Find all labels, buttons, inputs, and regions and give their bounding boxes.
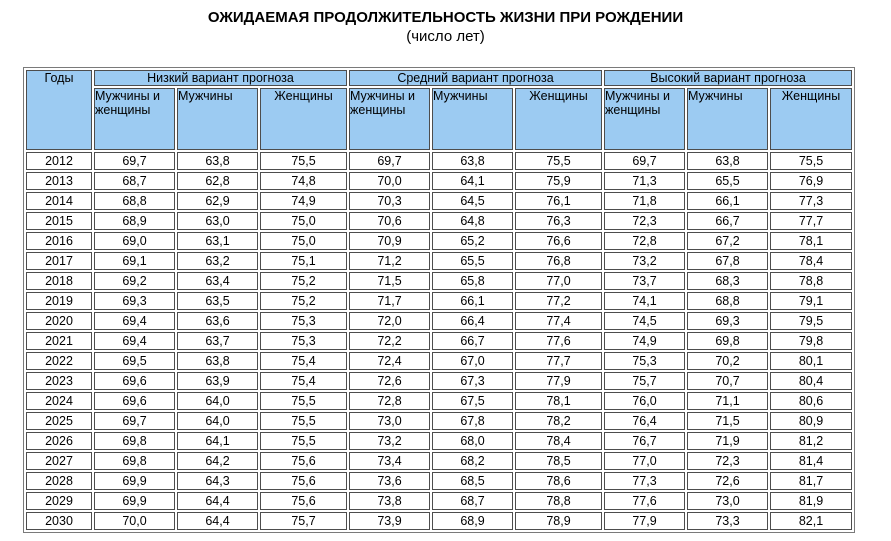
low-men-cell: 63,8 bbox=[177, 352, 258, 370]
table-body bbox=[26, 152, 852, 530]
low-women-cell: 75,3 bbox=[260, 332, 347, 350]
subheader-men: Мужчины bbox=[177, 88, 258, 150]
low-men-cell: 63,1 bbox=[177, 232, 258, 250]
low-both-cell: 68,9 bbox=[94, 212, 175, 230]
low-both-cell: 69,2 bbox=[94, 272, 175, 290]
medium-men-cell: 67,5 bbox=[432, 392, 513, 410]
high-women-cell: 78,8 bbox=[770, 272, 852, 290]
medium-men-cell: 65,5 bbox=[432, 252, 513, 270]
low-men-cell: 63,8 bbox=[177, 152, 258, 170]
high-both-cell: 77,9 bbox=[604, 512, 685, 530]
medium-both-cell: 71,2 bbox=[349, 252, 430, 270]
high-both-cell: 69,7 bbox=[604, 152, 685, 170]
high-men-cell: 67,8 bbox=[687, 252, 768, 270]
high-both-cell: 74,1 bbox=[604, 292, 685, 310]
medium-both-cell: 71,5 bbox=[349, 272, 430, 290]
high-men-cell: 65,5 bbox=[687, 172, 768, 190]
medium-women-cell: 75,9 bbox=[515, 172, 602, 190]
medium-men-cell: 64,1 bbox=[432, 172, 513, 190]
low-men-cell: 64,2 bbox=[177, 452, 258, 470]
low-women-cell: 75,7 bbox=[260, 512, 347, 530]
high-women-cell: 80,9 bbox=[770, 412, 852, 430]
low-both-cell: 69,8 bbox=[94, 432, 175, 450]
year-cell: 2012 bbox=[26, 152, 92, 170]
medium-both-cell: 69,7 bbox=[349, 152, 430, 170]
low-both-cell: 69,6 bbox=[94, 372, 175, 390]
high-men-cell: 71,9 bbox=[687, 432, 768, 450]
table-row bbox=[26, 512, 852, 530]
high-men-cell: 68,8 bbox=[687, 292, 768, 310]
low-men-cell: 64,4 bbox=[177, 512, 258, 530]
high-both-cell: 73,2 bbox=[604, 252, 685, 270]
medium-women-cell: 77,6 bbox=[515, 332, 602, 350]
high-both-cell: 71,3 bbox=[604, 172, 685, 190]
high-women-cell: 75,5 bbox=[770, 152, 852, 170]
group-header-low: Низкий вариант прогноза bbox=[94, 70, 347, 86]
subheader-men: Мужчины bbox=[687, 88, 768, 150]
low-men-cell: 64,1 bbox=[177, 432, 258, 450]
group-header-medium: Средний вариант прогноза bbox=[349, 70, 602, 86]
high-women-cell: 76,9 bbox=[770, 172, 852, 190]
low-both-cell: 69,7 bbox=[94, 152, 175, 170]
year-cell: 2016 bbox=[26, 232, 92, 250]
low-men-cell: 64,3 bbox=[177, 472, 258, 490]
high-women-cell: 79,1 bbox=[770, 292, 852, 310]
table-row bbox=[26, 472, 852, 490]
low-both-cell: 69,3 bbox=[94, 292, 175, 310]
low-women-cell: 75,5 bbox=[260, 152, 347, 170]
subheader-both-sexes: Мужчины и женщины bbox=[349, 88, 430, 150]
low-men-cell: 63,5 bbox=[177, 292, 258, 310]
low-women-cell: 75,0 bbox=[260, 212, 347, 230]
low-women-cell: 75,5 bbox=[260, 412, 347, 430]
table-row bbox=[26, 232, 852, 250]
high-both-cell: 74,5 bbox=[604, 312, 685, 330]
low-both-cell: 69,0 bbox=[94, 232, 175, 250]
group-header-high: Высокий вариант прогноза bbox=[604, 70, 852, 86]
year-cell: 2019 bbox=[26, 292, 92, 310]
low-women-cell: 74,9 bbox=[260, 192, 347, 210]
low-women-cell: 75,1 bbox=[260, 252, 347, 270]
medium-both-cell: 70,3 bbox=[349, 192, 430, 210]
high-women-cell: 78,4 bbox=[770, 252, 852, 270]
medium-both-cell: 73,9 bbox=[349, 512, 430, 530]
high-women-cell: 80,4 bbox=[770, 372, 852, 390]
medium-women-cell: 75,5 bbox=[515, 152, 602, 170]
subheader-both-sexes: Мужчины и женщины bbox=[604, 88, 685, 150]
high-men-cell: 66,7 bbox=[687, 212, 768, 230]
medium-both-cell: 73,2 bbox=[349, 432, 430, 450]
high-both-cell: 75,7 bbox=[604, 372, 685, 390]
year-cell: 2018 bbox=[26, 272, 92, 290]
low-both-cell: 70,0 bbox=[94, 512, 175, 530]
low-both-cell: 69,4 bbox=[94, 312, 175, 330]
table-row bbox=[26, 392, 852, 410]
year-cell: 2013 bbox=[26, 172, 92, 190]
table-row bbox=[26, 332, 852, 350]
high-both-cell: 77,3 bbox=[604, 472, 685, 490]
year-cell: 2023 bbox=[26, 372, 92, 390]
medium-women-cell: 77,7 bbox=[515, 352, 602, 370]
low-women-cell: 75,4 bbox=[260, 372, 347, 390]
high-women-cell: 77,3 bbox=[770, 192, 852, 210]
year-cell: 2020 bbox=[26, 312, 92, 330]
page-subtitle: (число лет) bbox=[406, 28, 485, 45]
medium-men-cell: 63,8 bbox=[432, 152, 513, 170]
low-both-cell: 68,8 bbox=[94, 192, 175, 210]
high-men-cell: 68,3 bbox=[687, 272, 768, 290]
low-women-cell: 75,2 bbox=[260, 272, 347, 290]
low-women-cell: 75,3 bbox=[260, 312, 347, 330]
high-men-cell: 73,3 bbox=[687, 512, 768, 530]
life-expectancy-table bbox=[23, 67, 855, 533]
medium-men-cell: 68,7 bbox=[432, 492, 513, 510]
high-men-cell: 73,0 bbox=[687, 492, 768, 510]
high-both-cell: 76,0 bbox=[604, 392, 685, 410]
year-cell: 2030 bbox=[26, 512, 92, 530]
low-both-cell: 68,7 bbox=[94, 172, 175, 190]
medium-both-cell: 73,6 bbox=[349, 472, 430, 490]
low-men-cell: 63,0 bbox=[177, 212, 258, 230]
table-row bbox=[26, 352, 852, 370]
subheader-women: Женщины bbox=[770, 88, 852, 150]
low-men-cell: 64,4 bbox=[177, 492, 258, 510]
high-men-cell: 72,3 bbox=[687, 452, 768, 470]
table-row bbox=[26, 212, 852, 230]
low-women-cell: 74,8 bbox=[260, 172, 347, 190]
year-cell: 2024 bbox=[26, 392, 92, 410]
year-column-header: Годы bbox=[26, 70, 92, 150]
medium-women-cell: 78,2 bbox=[515, 412, 602, 430]
high-men-cell: 69,8 bbox=[687, 332, 768, 350]
high-men-cell: 63,8 bbox=[687, 152, 768, 170]
medium-men-cell: 66,4 bbox=[432, 312, 513, 330]
year-cell: 2025 bbox=[26, 412, 92, 430]
high-men-cell: 66,1 bbox=[687, 192, 768, 210]
medium-women-cell: 78,8 bbox=[515, 492, 602, 510]
medium-both-cell: 72,8 bbox=[349, 392, 430, 410]
medium-women-cell: 77,0 bbox=[515, 272, 602, 290]
medium-men-cell: 65,8 bbox=[432, 272, 513, 290]
medium-women-cell: 78,5 bbox=[515, 452, 602, 470]
low-women-cell: 75,5 bbox=[260, 432, 347, 450]
high-women-cell: 81,2 bbox=[770, 432, 852, 450]
high-women-cell: 77,7 bbox=[770, 212, 852, 230]
table-row bbox=[26, 412, 852, 430]
high-both-cell: 77,6 bbox=[604, 492, 685, 510]
high-both-cell: 75,3 bbox=[604, 352, 685, 370]
year-cell: 2017 bbox=[26, 252, 92, 270]
high-men-cell: 67,2 bbox=[687, 232, 768, 250]
medium-men-cell: 64,8 bbox=[432, 212, 513, 230]
medium-men-cell: 68,5 bbox=[432, 472, 513, 490]
medium-both-cell: 70,0 bbox=[349, 172, 430, 190]
high-men-cell: 72,6 bbox=[687, 472, 768, 490]
medium-men-cell: 68,2 bbox=[432, 452, 513, 470]
table-row bbox=[26, 372, 852, 390]
high-both-cell: 72,3 bbox=[604, 212, 685, 230]
medium-men-cell: 68,0 bbox=[432, 432, 513, 450]
medium-women-cell: 78,4 bbox=[515, 432, 602, 450]
year-cell: 2026 bbox=[26, 432, 92, 450]
year-cell: 2028 bbox=[26, 472, 92, 490]
year-cell: 2027 bbox=[26, 452, 92, 470]
medium-women-cell: 78,9 bbox=[515, 512, 602, 530]
low-both-cell: 69,4 bbox=[94, 332, 175, 350]
medium-both-cell: 73,8 bbox=[349, 492, 430, 510]
page-title: ОЖИДАЕМАЯ ПРОДОЛЖИТЕЛЬНОСТЬ ЖИЗНИ ПРИ РОЖДЕНИИ bbox=[207, 9, 684, 26]
high-both-cell: 76,7 bbox=[604, 432, 685, 450]
high-both-cell: 71,8 bbox=[604, 192, 685, 210]
medium-both-cell: 72,2 bbox=[349, 332, 430, 350]
year-cell: 2029 bbox=[26, 492, 92, 510]
high-women-cell: 81,9 bbox=[770, 492, 852, 510]
low-men-cell: 64,0 bbox=[177, 392, 258, 410]
low-men-cell: 62,9 bbox=[177, 192, 258, 210]
medium-both-cell: 70,6 bbox=[349, 212, 430, 230]
low-men-cell: 63,7 bbox=[177, 332, 258, 350]
high-women-cell: 79,8 bbox=[770, 332, 852, 350]
high-both-cell: 72,8 bbox=[604, 232, 685, 250]
subheader-women: Женщины bbox=[515, 88, 602, 150]
low-men-cell: 63,6 bbox=[177, 312, 258, 330]
low-women-cell: 75,0 bbox=[260, 232, 347, 250]
low-women-cell: 75,2 bbox=[260, 292, 347, 310]
medium-both-cell: 73,0 bbox=[349, 412, 430, 430]
table-row bbox=[26, 432, 852, 450]
medium-women-cell: 76,6 bbox=[515, 232, 602, 250]
medium-men-cell: 66,7 bbox=[432, 332, 513, 350]
subheader-both-sexes: Мужчины и женщины bbox=[94, 88, 175, 150]
medium-men-cell: 67,3 bbox=[432, 372, 513, 390]
year-cell: 2022 bbox=[26, 352, 92, 370]
low-women-cell: 75,6 bbox=[260, 452, 347, 470]
high-men-cell: 71,5 bbox=[687, 412, 768, 430]
medium-both-cell: 72,4 bbox=[349, 352, 430, 370]
medium-women-cell: 76,3 bbox=[515, 212, 602, 230]
low-both-cell: 69,9 bbox=[94, 472, 175, 490]
low-men-cell: 64,0 bbox=[177, 412, 258, 430]
table-row bbox=[26, 272, 852, 290]
low-women-cell: 75,4 bbox=[260, 352, 347, 370]
low-women-cell: 75,6 bbox=[260, 492, 347, 510]
high-women-cell: 79,5 bbox=[770, 312, 852, 330]
medium-women-cell: 78,6 bbox=[515, 472, 602, 490]
high-women-cell: 82,1 bbox=[770, 512, 852, 530]
medium-both-cell: 72,6 bbox=[349, 372, 430, 390]
table-row bbox=[26, 452, 852, 470]
medium-men-cell: 67,8 bbox=[432, 412, 513, 430]
medium-men-cell: 68,9 bbox=[432, 512, 513, 530]
low-women-cell: 75,5 bbox=[260, 392, 347, 410]
medium-women-cell: 76,1 bbox=[515, 192, 602, 210]
low-both-cell: 69,6 bbox=[94, 392, 175, 410]
medium-women-cell: 77,2 bbox=[515, 292, 602, 310]
medium-both-cell: 71,7 bbox=[349, 292, 430, 310]
low-men-cell: 63,2 bbox=[177, 252, 258, 270]
high-both-cell: 74,9 bbox=[604, 332, 685, 350]
high-women-cell: 80,1 bbox=[770, 352, 852, 370]
table-row bbox=[26, 152, 852, 170]
medium-men-cell: 65,2 bbox=[432, 232, 513, 250]
subheader-men: Мужчины bbox=[432, 88, 513, 150]
high-men-cell: 69,3 bbox=[687, 312, 768, 330]
low-men-cell: 62,8 bbox=[177, 172, 258, 190]
low-men-cell: 63,4 bbox=[177, 272, 258, 290]
low-both-cell: 69,9 bbox=[94, 492, 175, 510]
high-men-cell: 70,7 bbox=[687, 372, 768, 390]
high-women-cell: 78,1 bbox=[770, 232, 852, 250]
high-both-cell: 76,4 bbox=[604, 412, 685, 430]
table-row bbox=[26, 492, 852, 510]
high-men-cell: 71,1 bbox=[687, 392, 768, 410]
medium-both-cell: 70,9 bbox=[349, 232, 430, 250]
high-both-cell: 77,0 bbox=[604, 452, 685, 470]
table-row bbox=[26, 172, 852, 190]
medium-men-cell: 66,1 bbox=[432, 292, 513, 310]
medium-women-cell: 77,9 bbox=[515, 372, 602, 390]
year-cell: 2015 bbox=[26, 212, 92, 230]
table-row bbox=[26, 292, 852, 310]
high-women-cell: 80,6 bbox=[770, 392, 852, 410]
medium-men-cell: 64,5 bbox=[432, 192, 513, 210]
low-both-cell: 69,7 bbox=[94, 412, 175, 430]
high-both-cell: 73,7 bbox=[604, 272, 685, 290]
low-men-cell: 63,9 bbox=[177, 372, 258, 390]
medium-women-cell: 77,4 bbox=[515, 312, 602, 330]
medium-both-cell: 73,4 bbox=[349, 452, 430, 470]
low-women-cell: 75,6 bbox=[260, 472, 347, 490]
medium-women-cell: 78,1 bbox=[515, 392, 602, 410]
table-row bbox=[26, 192, 852, 210]
year-cell: 2021 bbox=[26, 332, 92, 350]
high-women-cell: 81,7 bbox=[770, 472, 852, 490]
table-row bbox=[26, 252, 852, 270]
medium-women-cell: 76,8 bbox=[515, 252, 602, 270]
medium-men-cell: 67,0 bbox=[432, 352, 513, 370]
low-both-cell: 69,5 bbox=[94, 352, 175, 370]
high-men-cell: 70,2 bbox=[687, 352, 768, 370]
year-cell: 2014 bbox=[26, 192, 92, 210]
high-women-cell: 81,4 bbox=[770, 452, 852, 470]
low-both-cell: 69,8 bbox=[94, 452, 175, 470]
medium-both-cell: 72,0 bbox=[349, 312, 430, 330]
low-both-cell: 69,1 bbox=[94, 252, 175, 270]
table-row bbox=[26, 312, 852, 330]
subheader-women: Женщины bbox=[260, 88, 347, 150]
